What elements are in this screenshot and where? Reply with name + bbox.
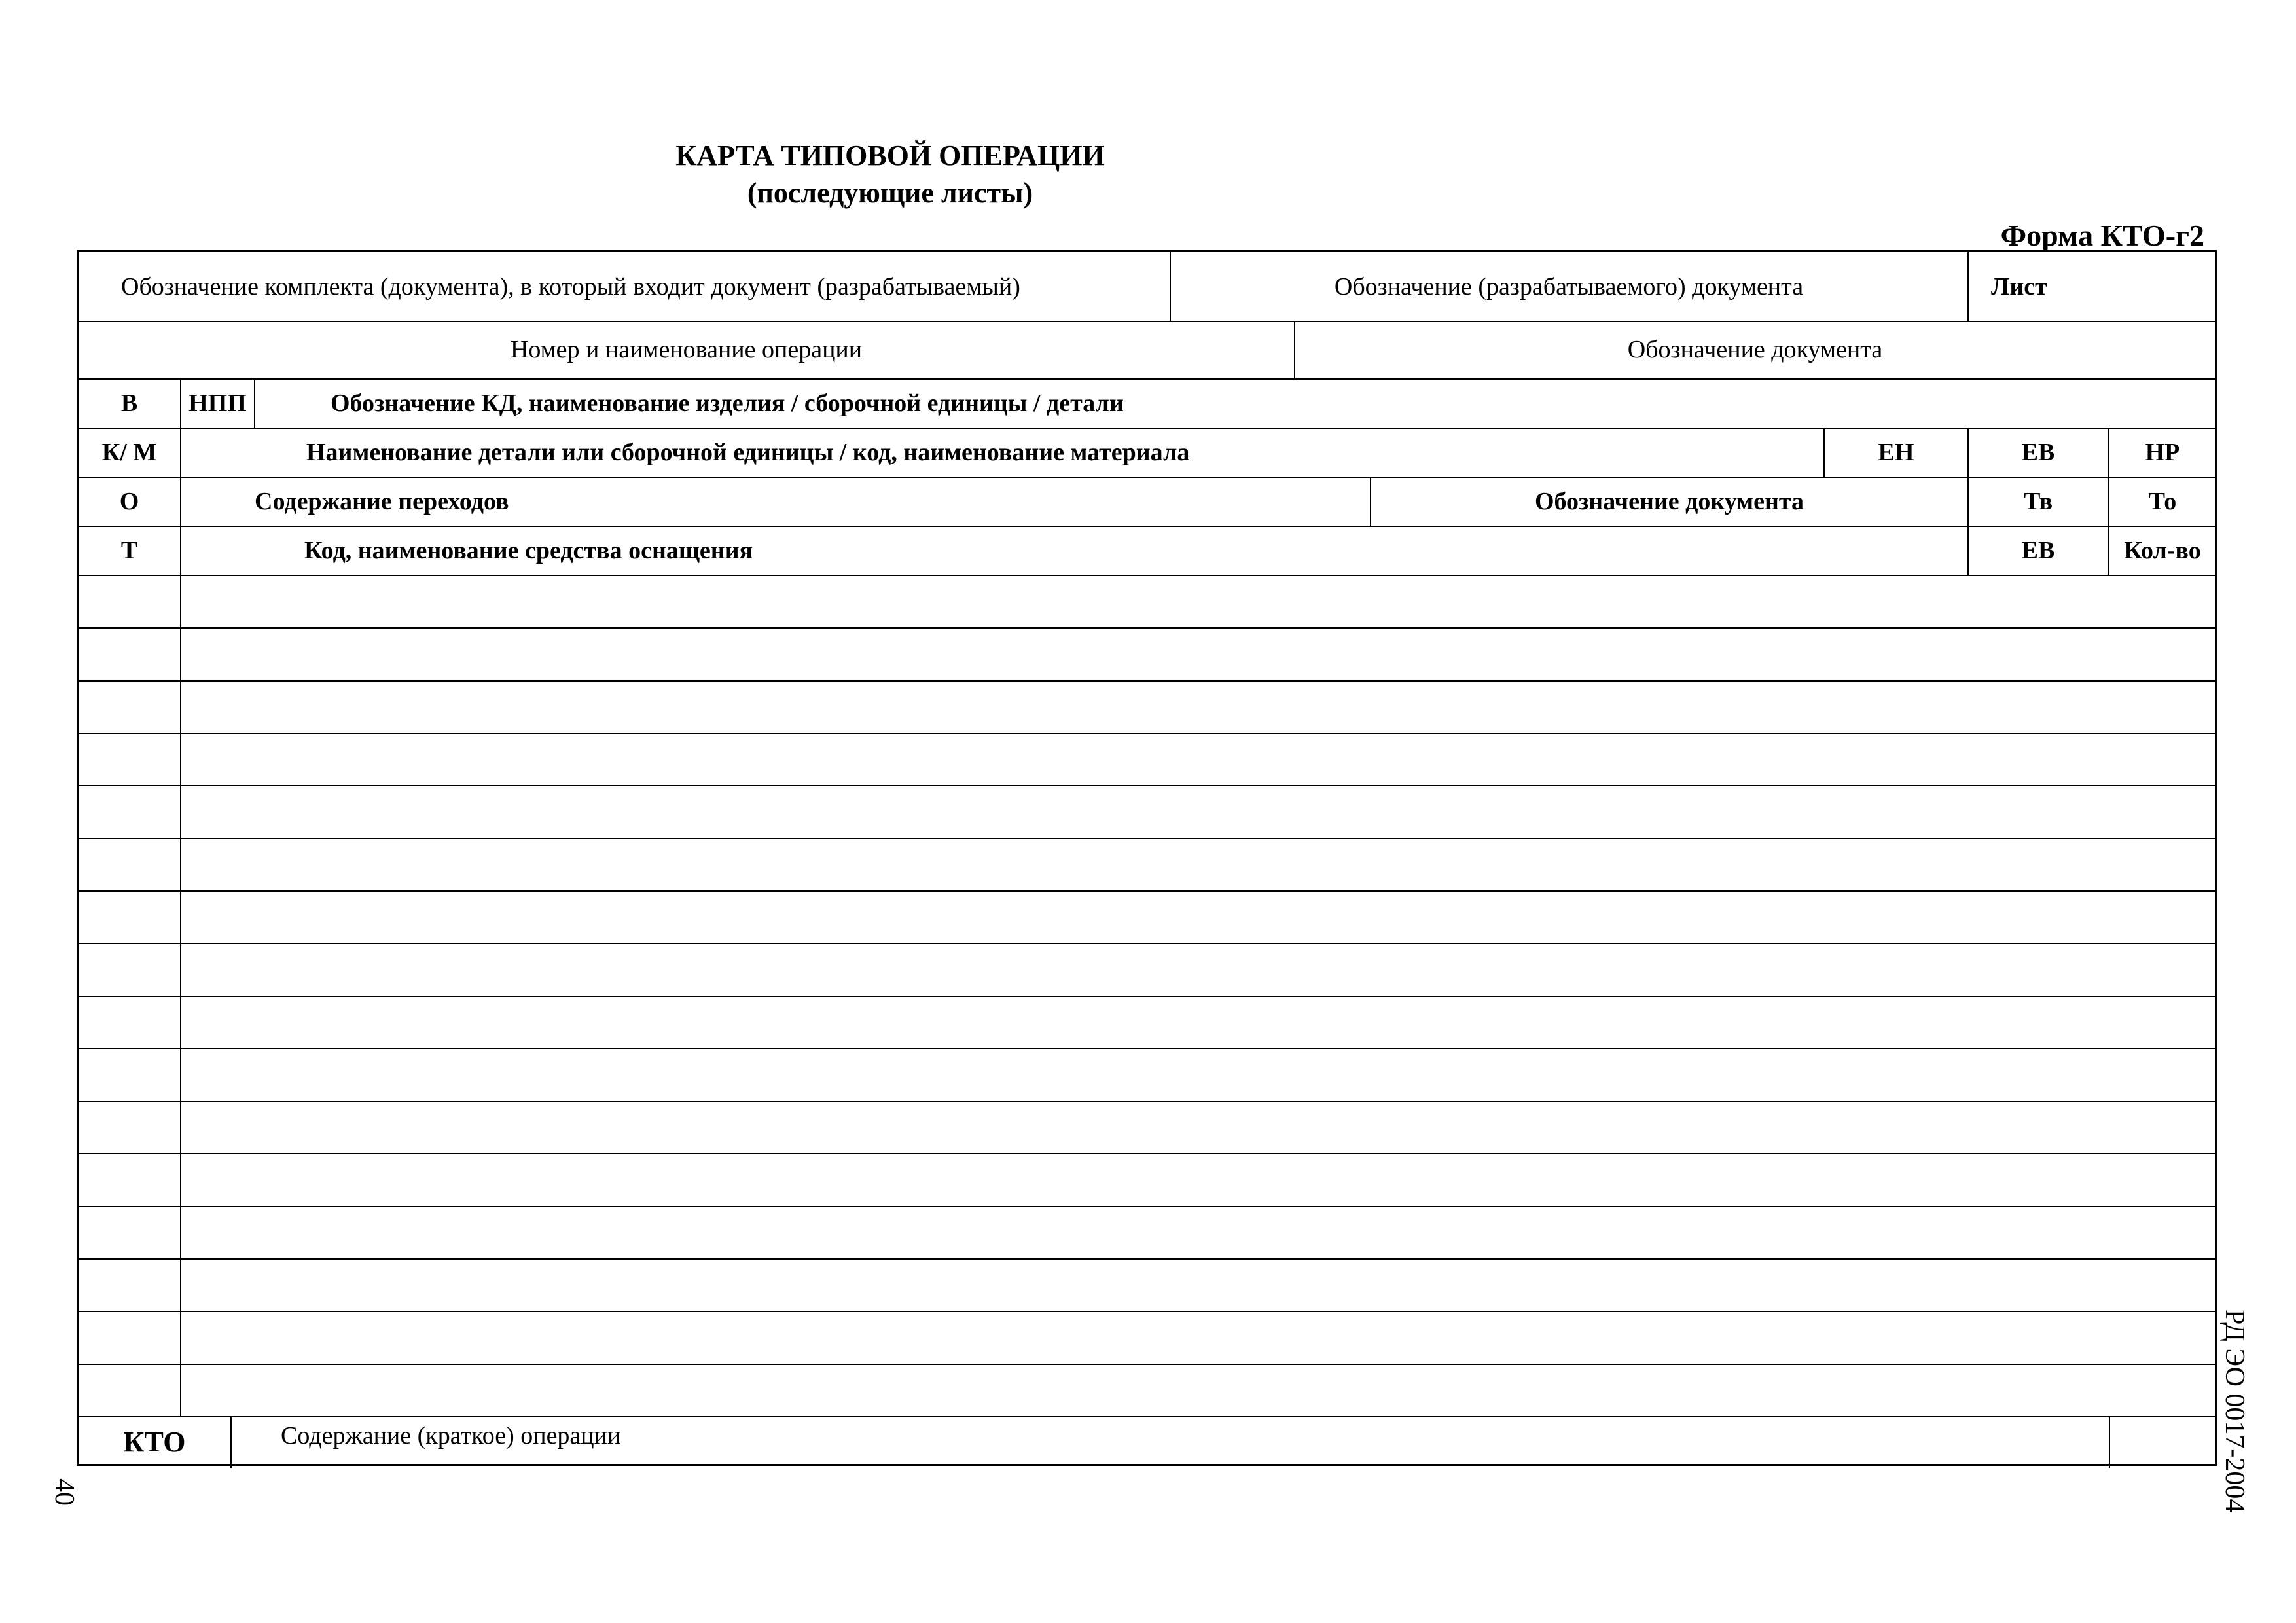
page-number: 40 bbox=[49, 1478, 79, 1506]
blank-row-divider bbox=[79, 1364, 2215, 1365]
col-divider bbox=[230, 1416, 232, 1468]
kd-designation-header: Обозначение КД, наименование изделия / сборочной единицы / детали bbox=[331, 389, 1124, 417]
blank-row-divider bbox=[79, 1048, 2215, 1049]
document-header: Обозначение документа bbox=[1627, 336, 1883, 363]
sheet-header: Лист bbox=[1991, 272, 2047, 301]
tv-header: Тв bbox=[2024, 487, 2053, 515]
blank-row-divider bbox=[79, 733, 2215, 734]
code-t: Т bbox=[120, 536, 138, 564]
ev-header: ЕВ bbox=[2021, 536, 2055, 564]
set-designation-header: Обозначение комплекта (документа), в который входит документ (разрабатываемый) bbox=[121, 272, 1020, 301]
col-divider bbox=[254, 378, 255, 428]
blank-row-divider bbox=[79, 680, 2215, 682]
blank-row-divider bbox=[79, 890, 2215, 892]
tooling-header: Код, наименование средства оснащения bbox=[304, 536, 753, 564]
blank-row-divider bbox=[79, 627, 2215, 629]
blank-row-divider bbox=[79, 1206, 2215, 1207]
row-divider bbox=[79, 575, 2215, 576]
operation-header: Номер и наименование операции bbox=[510, 336, 863, 363]
blank-row-divider bbox=[79, 996, 2215, 997]
blank-row-divider bbox=[79, 1101, 2215, 1102]
operation-card-form bbox=[77, 250, 2217, 1466]
col-divider bbox=[180, 428, 181, 1416]
form-label: Форма КТО-г2 bbox=[2000, 219, 2204, 252]
page-subtitle: (последующие листы) bbox=[747, 177, 1033, 209]
col-divider bbox=[1170, 252, 1171, 321]
operation-summary-label: Содержание (краткое) операции bbox=[281, 1422, 621, 1450]
blank-row-divider bbox=[79, 943, 2215, 944]
ev-header: ЕВ bbox=[2021, 438, 2055, 466]
to-header: То bbox=[2148, 487, 2177, 515]
code-o: О bbox=[119, 487, 139, 515]
blank-row-divider bbox=[79, 838, 2215, 839]
col-divider bbox=[1967, 252, 1969, 321]
code-km: К/ М bbox=[101, 438, 157, 466]
quantity-header: Кол-во bbox=[2124, 536, 2201, 564]
material-header: Наименование детали или сборочной единицы / код, наименование материала bbox=[306, 438, 1190, 466]
nr-header: НР bbox=[2145, 438, 2180, 466]
blank-row-divider bbox=[79, 1258, 2215, 1260]
col-divider bbox=[2109, 1416, 2110, 1468]
document-code: РД ЭО 0017-2004 bbox=[2219, 1309, 2250, 1513]
document-designation-header: Обозначение (разрабатываемого) документа bbox=[1334, 272, 1804, 301]
blank-row-divider bbox=[79, 1153, 2215, 1154]
page-title: КАРТА ТИПОВОЙ ОПЕРАЦИИ bbox=[675, 139, 1105, 172]
en-header: ЕН bbox=[1878, 438, 1914, 466]
blank-row-divider bbox=[79, 1311, 2215, 1312]
kto-label: КТО bbox=[123, 1425, 186, 1458]
blank-row-divider bbox=[79, 785, 2215, 786]
transitions-header: Содержание переходов bbox=[255, 487, 509, 515]
code-v: В bbox=[120, 389, 138, 417]
npp-header: НПП bbox=[188, 389, 247, 417]
document-designation-header: Обозначение документа bbox=[1534, 487, 1804, 515]
